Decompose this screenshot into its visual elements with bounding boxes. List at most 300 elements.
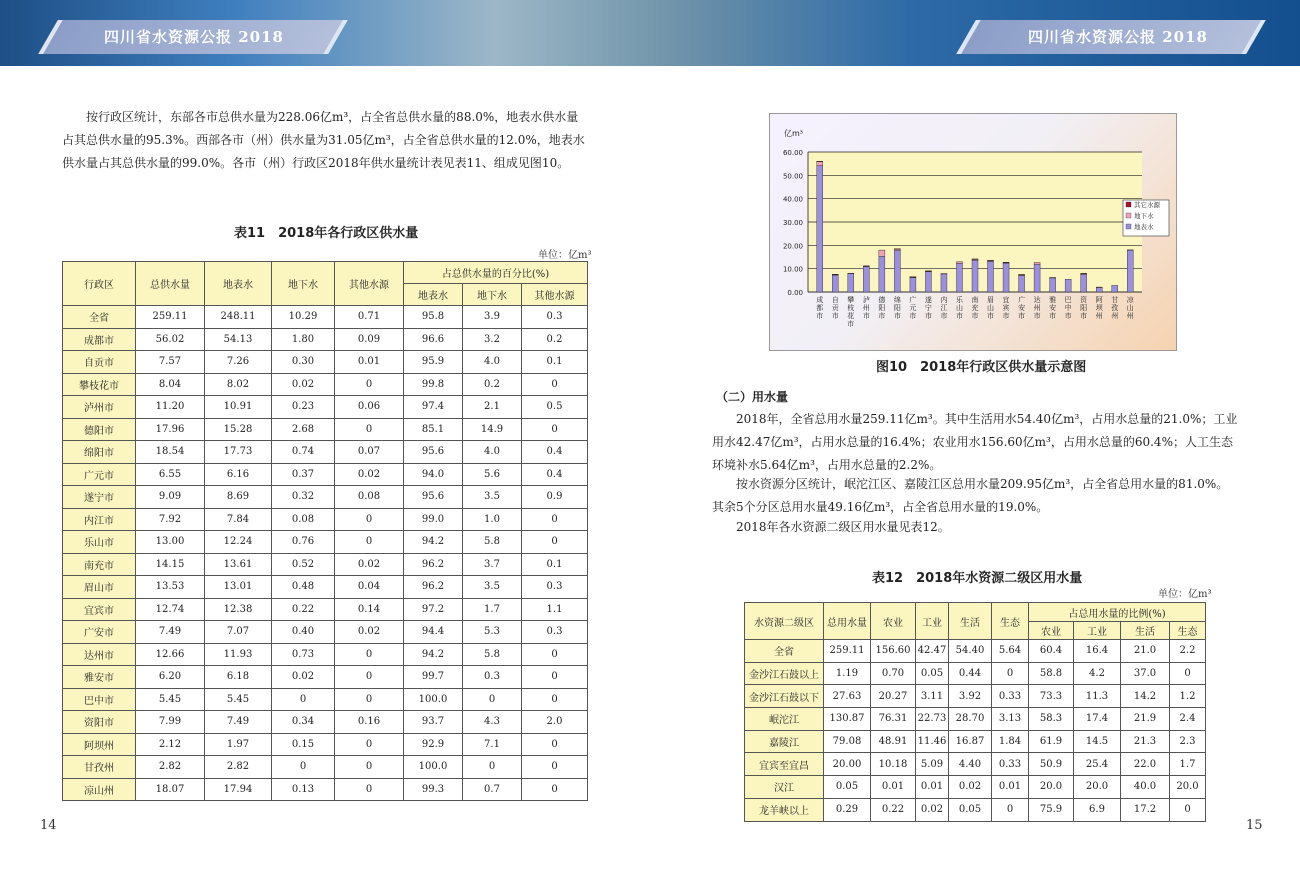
table-cell: 94.0 <box>404 463 463 486</box>
col-header: 其他水源 <box>335 262 404 306</box>
col-header: 行政区 <box>63 262 136 306</box>
bar-segment <box>941 274 947 292</box>
table-row <box>63 306 588 329</box>
col-subheader: 生态 <box>1170 622 1206 640</box>
row-label: 甘孜州 <box>63 756 136 779</box>
bar-segment <box>988 260 994 261</box>
table-cell: 0.33 <box>992 685 1029 708</box>
table-row <box>745 753 1206 776</box>
table-cell: 97.2 <box>404 598 463 621</box>
table-cell: 0.5 <box>522 396 588 419</box>
y-axis-label: 亿m³ <box>784 129 803 138</box>
table-cell: 0 <box>522 373 588 396</box>
table-cell: 0.23 <box>272 396 335 419</box>
table12-body <box>745 640 1206 822</box>
col-subheader: 地下水 <box>463 284 522 306</box>
bar-segment <box>941 274 947 275</box>
table-cell: 25.4 <box>1074 753 1121 776</box>
table-cell: 0.02 <box>272 373 335 396</box>
x-tick-label: 资阳市 <box>1080 296 1088 320</box>
figure10-caption: 图10 2018年行政区供水量示意图 <box>876 360 1087 375</box>
table-cell: 0.22 <box>871 798 916 821</box>
table-cell: 248.11 <box>205 306 272 329</box>
table-cell: 18.07 <box>136 778 205 801</box>
table-cell: 16.4 <box>1074 640 1121 663</box>
table-cell: 0.06 <box>335 396 404 419</box>
table-cell: 5.8 <box>463 531 522 554</box>
table-row <box>63 688 588 711</box>
table-cell: 0.37 <box>272 463 335 486</box>
table-cell: 2.2 <box>1170 640 1206 663</box>
table-cell: 21.9 <box>1121 708 1170 731</box>
table-cell: 0.15 <box>272 733 335 756</box>
header-title-left: 四川省水资源公报 2018 <box>104 28 284 46</box>
table-cell: 7.57 <box>136 351 205 374</box>
table-row <box>745 708 1206 731</box>
page-number-left: 14 <box>40 818 57 833</box>
table-cell: 3.5 <box>463 486 522 509</box>
table-cell: 3.7 <box>463 553 522 576</box>
table-cell: 0.16 <box>335 711 404 734</box>
table-row <box>63 733 588 756</box>
table-cell: 0 <box>522 733 588 756</box>
x-tick-label: 广元市 <box>909 296 917 320</box>
row-label: 内江市 <box>63 508 136 531</box>
table-cell: 60.4 <box>1029 640 1074 663</box>
table-cell: 15.28 <box>205 418 272 441</box>
table-cell: 40.0 <box>1121 776 1170 799</box>
row-label: 达州市 <box>63 643 136 666</box>
row-label: 嘉陵江 <box>745 730 824 753</box>
table-cell: 12.66 <box>136 643 205 666</box>
table-cell: 0.08 <box>272 508 335 531</box>
col-header: 农业 <box>871 603 916 640</box>
bar-segment <box>1019 275 1025 276</box>
table-cell: 54.13 <box>205 328 272 351</box>
legend-label: 其它水源 <box>1134 201 1160 209</box>
x-tick-label: 巴中市 <box>1064 296 1072 320</box>
row-label: 成都市 <box>63 328 136 351</box>
x-tick-label: 达州市 <box>1033 296 1041 320</box>
table-cell: 3.2 <box>463 328 522 351</box>
table-cell: 14.2 <box>1121 685 1170 708</box>
table-cell: 6.18 <box>205 666 272 689</box>
table-cell: 18.54 <box>136 441 205 464</box>
table-cell: 12.38 <box>205 598 272 621</box>
table-cell: 0 <box>335 418 404 441</box>
row-label: 绵阳市 <box>63 441 136 464</box>
x-tick-label: 绵阳市 <box>893 296 901 320</box>
bar-segment <box>1003 263 1009 292</box>
table-row <box>63 553 588 576</box>
bar-segment <box>1096 287 1102 288</box>
table-cell: 0.3 <box>522 576 588 599</box>
bar-segment <box>910 278 916 292</box>
table-cell: 0 <box>522 418 588 441</box>
table-cell: 20.0 <box>1170 776 1206 799</box>
col-header: 地表水 <box>205 262 272 306</box>
table-cell: 0.02 <box>949 776 992 799</box>
bar-segment <box>972 260 978 292</box>
table-cell: 20.00 <box>824 753 871 776</box>
table-cell: 0.71 <box>335 306 404 329</box>
bar-segment <box>1112 285 1118 292</box>
table-cell: 5.45 <box>136 688 205 711</box>
table-cell: 16.87 <box>949 730 992 753</box>
table-cell: 0 <box>522 531 588 554</box>
table-cell: 95.6 <box>404 441 463 464</box>
table-cell: 11.3 <box>1074 685 1121 708</box>
table-cell: 8.04 <box>136 373 205 396</box>
table-cell: 95.8 <box>404 306 463 329</box>
table-cell: 85.1 <box>404 418 463 441</box>
table-cell: 0 <box>335 643 404 666</box>
table-cell: 0.3 <box>522 306 588 329</box>
row-label: 眉山市 <box>63 576 136 599</box>
table-cell: 4.0 <box>463 441 522 464</box>
y-tick-label: 30.00 <box>782 219 803 227</box>
x-tick-label: 乐山市 <box>955 296 963 320</box>
table-cell: 1.97 <box>205 733 272 756</box>
table-cell: 3.11 <box>916 685 949 708</box>
table-cell: 0.2 <box>522 328 588 351</box>
col-header: 总用水量 <box>824 603 871 640</box>
row-label: 汉江 <box>745 776 824 799</box>
table-cell: 0 <box>1170 798 1206 821</box>
table-cell: 4.2 <box>1074 662 1121 685</box>
table-cell: 0.02 <box>335 553 404 576</box>
table-cell: 7.49 <box>205 711 272 734</box>
table-cell: 10.18 <box>871 753 916 776</box>
table-cell: 5.45 <box>205 688 272 711</box>
table-cell: 5.64 <box>992 640 1029 663</box>
table-cell: 7.26 <box>205 351 272 374</box>
bar-segment <box>1096 287 1102 292</box>
table-cell: 0.7 <box>463 778 522 801</box>
table-row <box>63 576 588 599</box>
row-label: 金沙江石鼓以上 <box>745 662 824 685</box>
table-cell: 2.4 <box>1170 708 1206 731</box>
bar-segment <box>832 275 838 292</box>
bar-segment <box>925 271 931 272</box>
legend-swatch <box>1126 224 1131 229</box>
table-cell: 7.1 <box>463 733 522 756</box>
table-cell: 0 <box>335 733 404 756</box>
table-cell: 0.3 <box>463 666 522 689</box>
row-label: 全省 <box>63 306 136 329</box>
legend-label: 地下水 <box>1134 212 1154 220</box>
x-tick-label: 眉山市 <box>987 296 995 320</box>
bar-segment <box>848 273 854 274</box>
table-cell: 0.01 <box>992 776 1029 799</box>
table-cell: 0 <box>463 688 522 711</box>
x-tick-label: 南充市 <box>971 296 979 320</box>
table-cell: 92.9 <box>404 733 463 756</box>
table-row <box>63 598 588 621</box>
bar-segment <box>848 273 854 292</box>
table-cell: 7.49 <box>136 621 205 644</box>
table-cell: 100.0 <box>404 688 463 711</box>
bar-segment <box>1081 275 1087 292</box>
x-tick-label: 宜宾市 <box>1002 296 1010 320</box>
table-cell: 0.76 <box>272 531 335 554</box>
row-label: 巴中市 <box>63 688 136 711</box>
x-tick-label: 成都市 <box>816 296 824 320</box>
table-cell: 48.91 <box>871 730 916 753</box>
table-cell: 20.27 <box>871 685 916 708</box>
table-row <box>63 328 588 351</box>
table-cell: 156.60 <box>871 640 916 663</box>
table-cell: 0.14 <box>335 598 404 621</box>
table-cell: 3.13 <box>992 708 1029 731</box>
table-cell: 2.82 <box>205 756 272 779</box>
bar-segment <box>1127 250 1133 292</box>
bar-segment <box>863 267 869 292</box>
table-row <box>63 508 588 531</box>
table-cell: 259.11 <box>824 640 871 663</box>
legend-label: 地表水 <box>1134 223 1154 231</box>
table-row <box>63 711 588 734</box>
y-tick-label: 40.00 <box>782 195 803 204</box>
table-row <box>745 798 1206 821</box>
table-cell: 96.2 <box>404 553 463 576</box>
table-cell: 1.7 <box>1170 753 1206 776</box>
table-cell: 0.32 <box>272 486 335 509</box>
table-cell: 2.82 <box>136 756 205 779</box>
col-header-group: 占总供水量的百分比(%) <box>404 262 588 284</box>
table-cell: 1.7 <box>463 598 522 621</box>
table-cell: 259.11 <box>136 306 205 329</box>
bar-segment <box>956 262 962 264</box>
table-cell: 0.40 <box>272 621 335 644</box>
table-cell: 0.22 <box>272 598 335 621</box>
table-cell: 0.07 <box>335 441 404 464</box>
table-row <box>63 486 588 509</box>
table-cell: 0.33 <box>992 753 1029 776</box>
table-cell: 0.04 <box>335 576 404 599</box>
table-cell: 130.87 <box>824 708 871 731</box>
table-row <box>745 730 1206 753</box>
table-row <box>63 396 588 419</box>
table12 <box>744 602 1206 822</box>
col-subheader: 生活 <box>1121 622 1170 640</box>
table-cell: 3.9 <box>463 306 522 329</box>
x-tick-label: 攀枝花市 <box>847 296 855 328</box>
table-cell: 6.20 <box>136 666 205 689</box>
legend-swatch <box>1126 213 1131 218</box>
table-row <box>63 666 588 689</box>
table-cell: 1.80 <box>272 328 335 351</box>
y-tick-label: 50.00 <box>782 172 803 181</box>
table-cell: 61.9 <box>1029 730 1074 753</box>
row-label: 德阳市 <box>63 418 136 441</box>
row-label: 金沙江石鼓以下 <box>745 685 824 708</box>
table-cell: 22.73 <box>916 708 949 731</box>
table-cell: 0 <box>522 508 588 531</box>
table-row <box>745 640 1206 663</box>
table-cell: 0 <box>272 688 335 711</box>
row-label: 乐山市 <box>63 531 136 554</box>
table-row <box>63 373 588 396</box>
table-cell: 7.92 <box>136 508 205 531</box>
bar-segment <box>956 263 962 292</box>
table-cell: 0 <box>335 531 404 554</box>
row-label: 雅安市 <box>63 666 136 689</box>
table-cell: 3.5 <box>463 576 522 599</box>
header-banner <box>0 0 1300 66</box>
table-row <box>745 662 1206 685</box>
table-cell: 9.09 <box>136 486 205 509</box>
bar-segment <box>988 262 994 292</box>
bar-segment <box>1003 262 1009 263</box>
y-tick-label: 60.00 <box>782 149 803 157</box>
table-cell: 0.44 <box>949 662 992 685</box>
table-cell: 0.08 <box>335 486 404 509</box>
row-label: 广安市 <box>63 621 136 644</box>
table-cell: 0.73 <box>272 643 335 666</box>
bar-segment <box>1050 278 1056 279</box>
table-cell: 0.2 <box>463 373 522 396</box>
table-cell: 11.20 <box>136 396 205 419</box>
table-cell: 10.29 <box>272 306 335 329</box>
bar-segment <box>972 259 978 260</box>
table-cell: 6.9 <box>1074 798 1121 821</box>
table-row <box>63 756 588 779</box>
table-cell: 2.3 <box>1170 730 1206 753</box>
table11-body <box>63 306 588 801</box>
x-tick-label: 凉山州 <box>1126 296 1134 320</box>
table-cell: 2.1 <box>463 396 522 419</box>
row-label: 泸州市 <box>63 396 136 419</box>
table-cell: 37.0 <box>1121 662 1170 685</box>
col-subheader: 农业 <box>1029 622 1074 640</box>
table-cell: 7.84 <box>205 508 272 531</box>
table-cell: 14.5 <box>1074 730 1121 753</box>
row-label: 岷沱江 <box>745 708 824 731</box>
col-header: 总供水量 <box>136 262 205 306</box>
x-tick-label: 遂宁市 <box>924 296 932 320</box>
bar-chart <box>770 114 1176 350</box>
table-cell: 58.8 <box>1029 662 1074 685</box>
row-label: 阿坝州 <box>63 733 136 756</box>
table-row <box>63 463 588 486</box>
bar-segment <box>863 266 869 267</box>
row-label: 攀枝花市 <box>63 373 136 396</box>
table-cell: 0 <box>522 643 588 666</box>
table-cell: 2.0 <box>522 711 588 734</box>
right-paragraph-3: 2018年各水资源二级区用水量见表12。 <box>736 520 950 534</box>
table-cell: 0.01 <box>916 776 949 799</box>
table-cell: 13.61 <box>205 553 272 576</box>
table-cell: 79.08 <box>824 730 871 753</box>
table-cell: 96.2 <box>404 576 463 599</box>
table-cell: 2.12 <box>136 733 205 756</box>
table-cell: 13.00 <box>136 531 205 554</box>
table-cell: 0 <box>1170 662 1206 685</box>
table-cell: 97.4 <box>404 396 463 419</box>
table-cell: 1.1 <box>522 598 588 621</box>
bar-segment <box>1081 273 1087 274</box>
bar-segment <box>910 277 916 278</box>
row-label: 龙羊峡以上 <box>745 798 824 821</box>
table-cell: 7.07 <box>205 621 272 644</box>
table-cell: 0.13 <box>272 778 335 801</box>
table-cell: 22.0 <box>1121 753 1170 776</box>
table-row <box>63 531 588 554</box>
table11-unit: 单位：亿m³ <box>538 250 592 261</box>
table-cell: 96.6 <box>404 328 463 351</box>
row-label: 资阳市 <box>63 711 136 734</box>
table-cell: 100.0 <box>404 756 463 779</box>
table-cell: 0 <box>463 756 522 779</box>
table-cell: 0 <box>522 688 588 711</box>
table-cell: 73.3 <box>1029 685 1074 708</box>
row-label: 广元市 <box>63 463 136 486</box>
table-cell: 99.3 <box>404 778 463 801</box>
legend-swatch <box>1126 202 1131 207</box>
table-cell: 5.09 <box>916 753 949 776</box>
table-cell: 0 <box>335 778 404 801</box>
table-cell: 27.63 <box>824 685 871 708</box>
bar-segment <box>817 166 823 292</box>
bar-segment <box>1034 264 1040 292</box>
x-tick-label: 阿坝州 <box>1095 296 1103 320</box>
bar-segment <box>925 272 931 292</box>
table-row <box>63 621 588 644</box>
table-cell: 1.2 <box>1170 685 1206 708</box>
table-cell: 8.02 <box>205 373 272 396</box>
bar-segment <box>1034 262 1040 264</box>
col-header: 生态 <box>992 603 1029 640</box>
table-cell: 75.9 <box>1029 798 1074 821</box>
page-number-right: 15 <box>1246 818 1263 833</box>
table-cell: 0.3 <box>522 621 588 644</box>
bar-segment <box>817 161 823 162</box>
table-cell: 4.40 <box>949 753 992 776</box>
table-cell: 93.7 <box>404 711 463 734</box>
table-cell: 11.46 <box>916 730 949 753</box>
bar-segment <box>1127 250 1133 251</box>
table-cell: 1.84 <box>992 730 1029 753</box>
table-cell: 4.3 <box>463 711 522 734</box>
row-label: 自贡市 <box>63 351 136 374</box>
table-cell: 0.01 <box>871 776 916 799</box>
table-cell: 0 <box>992 798 1029 821</box>
table-cell: 0 <box>992 662 1029 685</box>
right-paragraph-1: 2018年，全省总用水量259.11亿m³。其中生活用水54.40亿m³，占用水总量的21.0%；工业用水42.47亿m³，占用水总量的16.4%；农业用水156.60亿m³，占用水总量的60.4%；人工生态环境补水5.64亿m³，占用水总量的2.2%。 <box>712 412 1238 472</box>
row-label: 遂宁市 <box>63 486 136 509</box>
table-row <box>63 418 588 441</box>
table-cell: 1.19 <box>824 662 871 685</box>
x-tick-label: 广安市 <box>1018 296 1026 320</box>
table-cell: 0.01 <box>335 351 404 374</box>
table-cell: 10.91 <box>205 396 272 419</box>
table-cell: 2.68 <box>272 418 335 441</box>
table-cell: 0 <box>335 756 404 779</box>
header-title-right: 四川省水资源公报 2018 <box>1028 28 1208 46</box>
table-row <box>63 441 588 464</box>
table-cell: 0 <box>522 778 588 801</box>
table-cell: 11.93 <box>205 643 272 666</box>
table-cell: 99.8 <box>404 373 463 396</box>
table-cell: 99.0 <box>404 508 463 531</box>
table-cell: 14.9 <box>463 418 522 441</box>
table-cell: 0.70 <box>871 662 916 685</box>
table-cell: 5.3 <box>463 621 522 644</box>
col-subheader: 地表水 <box>404 284 463 306</box>
table-cell: 28.70 <box>949 708 992 731</box>
table-cell: 0.4 <box>522 441 588 464</box>
